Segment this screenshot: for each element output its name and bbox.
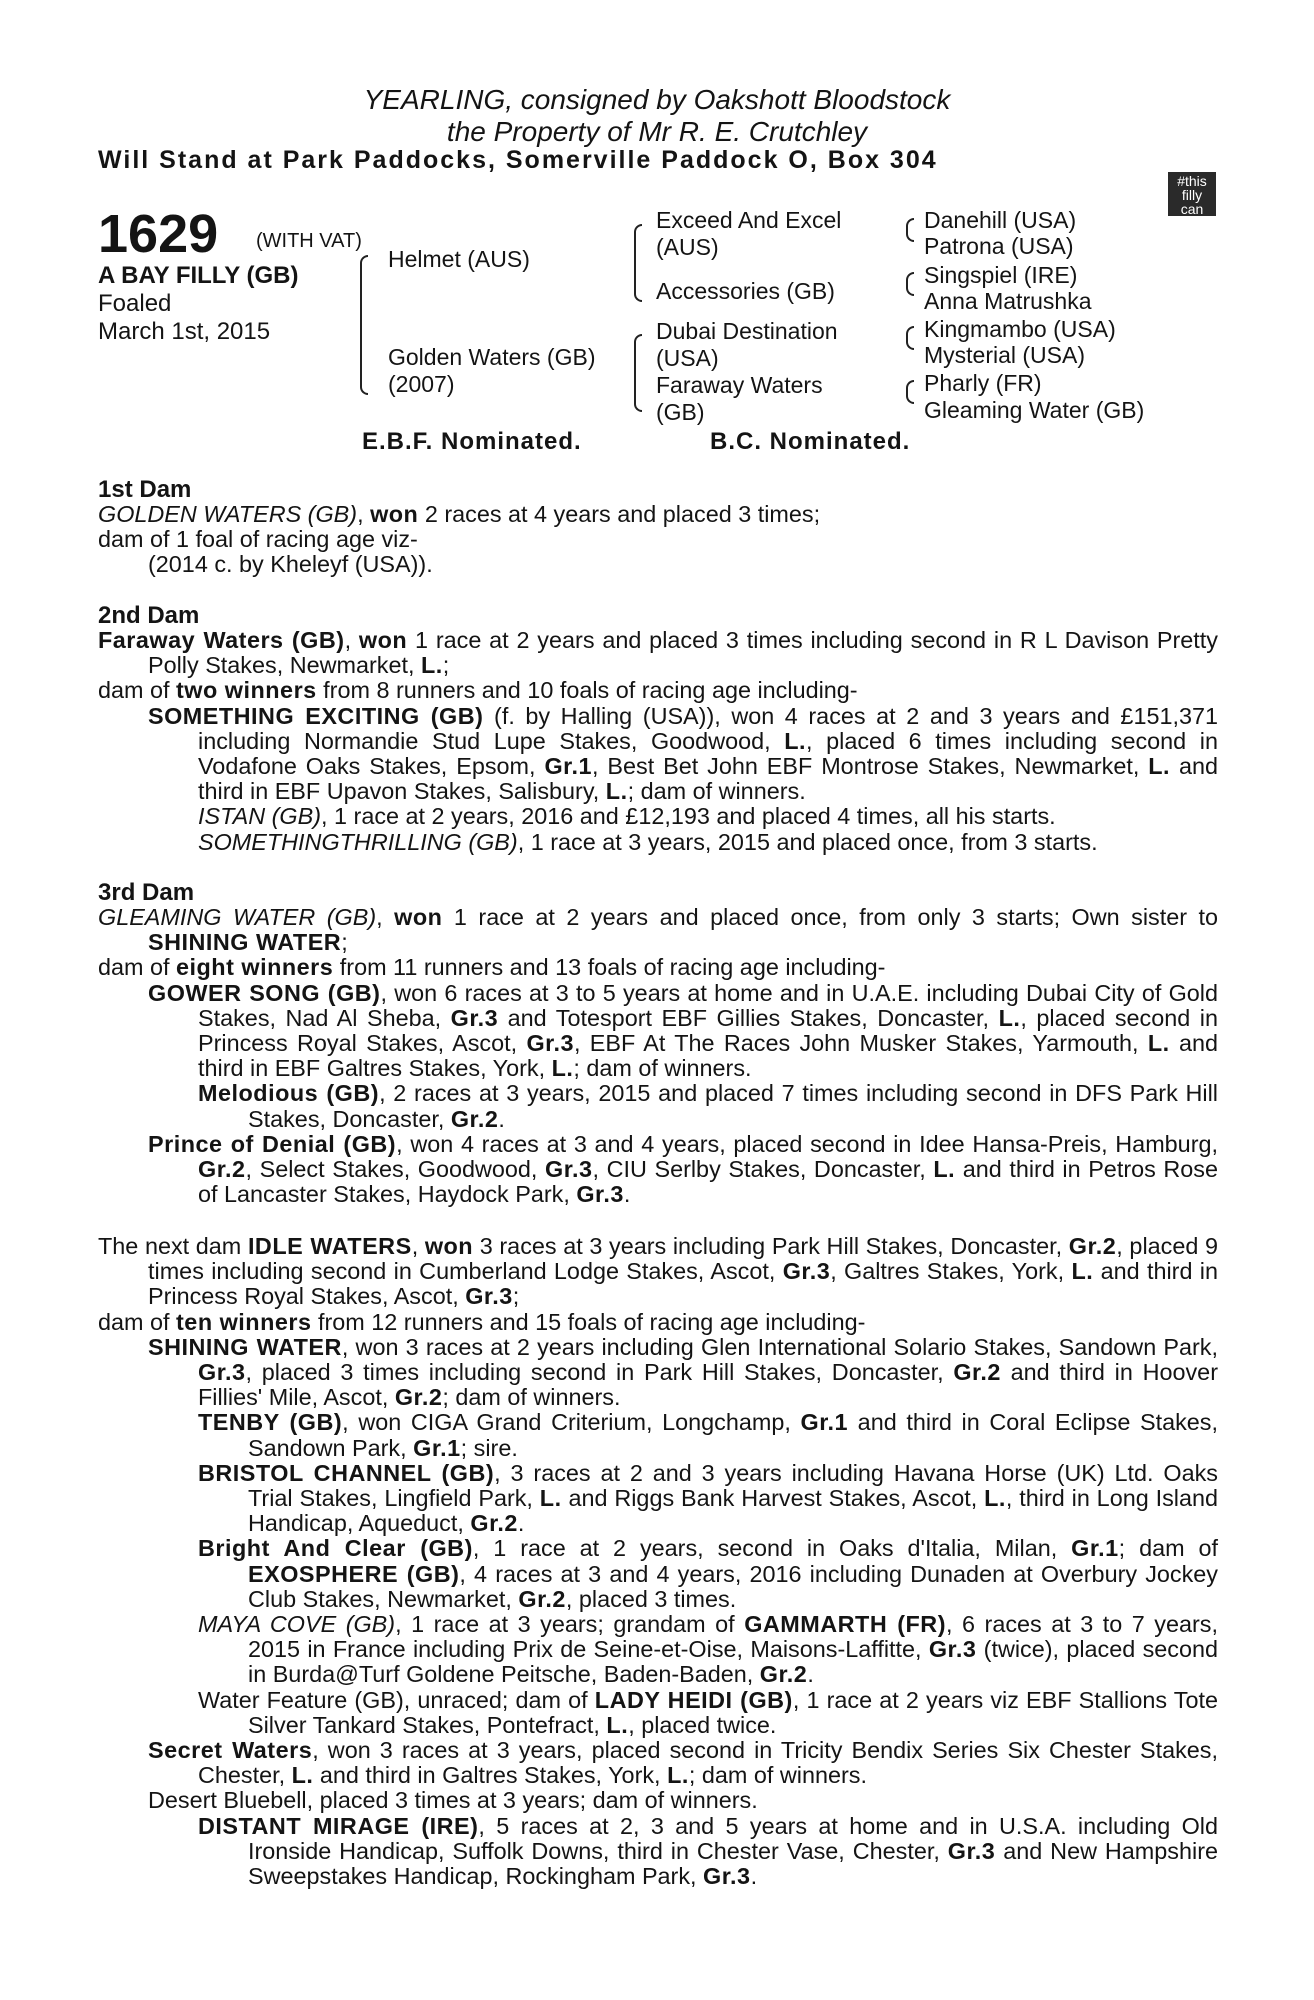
pedigree-bracket-6 — [906, 326, 914, 350]
logo-text-3: can — [1180, 201, 1204, 217]
progeny-prince-of-denial: Prince of Denial (GB), won 4 races at 3 and 4 years, placed second in Idee Hansa-Preis, Hamburg, Gr.2, Select Stakes, Goodwood, Gr.3, CIU Serlby Stakes, Doncaster, L. and third in Petros Rose of Lancaster Stakes, Haydock Park, Gr.3. — [148, 1130, 1218, 1208]
foaled-label: Foaled — [98, 290, 172, 317]
pedigree-bracket-7 — [906, 380, 914, 404]
second-dam-section — [98, 603, 1218, 855]
dam-b: (2007) — [388, 371, 455, 397]
lot-name: A BAY FILLY (GB) — [98, 262, 299, 289]
second-dam-heading: 2nd Dam — [98, 602, 200, 629]
first-dam-line-1: GOLDEN WATERS (GB), won 2 races at 4 years and placed 3 times; — [98, 501, 821, 527]
pedigree-bracket-3 — [634, 334, 642, 412]
first-dam-section — [98, 477, 1218, 578]
progeny-bristol-channel: BRISTOL CHANNEL (GB), 3 races at 2 and 3 years including Havana Horse (UK) Ltd. Oaks Trial Stakes, Lingfield Park, L. and Riggs Bank Harvest Stakes, Ascot, L., third in Long Island Handicap, Aqueduct, Gr.2. — [198, 1459, 1219, 1537]
second-dam-record: Faraway Waters (GB), won 1 race at 2 years and placed 3 times including second in R L Davison Pretty Polly Stakes, Newmarket, L.; — [98, 627, 1218, 679]
progeny-desert-bluebell: Desert Bluebell, placed 3 times at 3 years; dam of winners. — [148, 1787, 758, 1814]
third-dam-produce: dam of eight winners from 11 runners and 13 foals of racing age including- — [98, 954, 886, 981]
third-dam-heading: 3rd Dam — [98, 879, 195, 906]
this-filly-can-logo — [1168, 172, 1216, 216]
second-dam-produce: dam of two winners from 8 runners and 10 foals of racing age including- — [98, 677, 858, 704]
progeny-shining-water: SHINING WATER, won 3 races at 2 years including Glen International Solario Stakes, Sandown Park, Gr.3, placed 3 times including second in Park Hill Stakes, Doncaster, Gr.2 and third in Hoover Fillies' Mile, Ascot, Gr.2; dam of winners. — [148, 1333, 1218, 1411]
dam-dam-a: Faraway Waters — [656, 372, 823, 398]
third-dam-record: GLEAMING WATER (GB), won 1 race at 2 years and placed once, from only 3 starts; Own sister to SHINING WATER; — [98, 904, 1219, 956]
vat-label: (WITH VAT) — [256, 230, 362, 252]
dam-a: Golden Waters (GB) — [388, 344, 596, 370]
granddam-2: Patrona (USA) — [924, 233, 1074, 259]
bc-nominated: B.C. Nominated. — [710, 428, 911, 455]
progeny-maya-cove: MAYA COVE (GB), 1 race at 3 years; grandam of GAMMARTH (FR), 6 races at 3 to 7 years, 2015 in France including Prix de Seine-et-Oise, Maisons-Laffitte, Gr.3 (twice), placed second in Burda@Turf Goldene Peitsche, Baden-Baden, Gr.2. — [198, 1611, 1219, 1688]
location-line: Will Stand at Park Paddocks, Somerville Paddock O, Box 304 — [98, 146, 938, 174]
consignor-line: YEARLING, consigned by Oakshott Bloodstock — [363, 84, 951, 115]
next-dam-record: The next dam IDLE WATERS, won 3 races at 3 years including Park Hill Stakes, Doncaster, Gr.2, placed 9 times including second in Cumberland Lodge Stakes, Ascot, Gr.3, Galtres Stakes, York, L. and third in Princess Royal Stakes, Ascot, Gr.3; — [98, 1233, 1219, 1310]
granddam-6: Mysterial (USA) — [924, 342, 1086, 368]
progeny-gower-song: GOWER SONG (GB), won 6 races at 3 to 5 years at home and in U.A.E. including Dubai City of Gold Stakes, Nad Al Sheba, Gr.3 and Totesport EBF Gillies Stakes, Doncaster, L., placed second in Princess Royal Stakes, Ascot, Gr.3, EBF At The Races John Musker Stakes, Yarmouth, L. and third in EBF Galtres Stakes, York, L.; dam of winners. — [148, 979, 1218, 1082]
progeny-distant-mirage: DISTANT MIRAGE (IRE), 5 races at 2, 3 and 5 years at home and in U.S.A. including Old Ironside Handicap, Suffolk Downs, third in Chester Vase, Chester, Gr.3 and New Hampshire Sweepstakes Handicap, Rockingham Park, Gr.3. — [198, 1812, 1218, 1890]
sire-dam: Accessories (GB) — [656, 278, 835, 304]
logo-text-1: #this — [1177, 173, 1207, 189]
sire-sire-a: Exceed And Excel — [656, 207, 842, 233]
pedigree-bracket-1 — [360, 255, 368, 395]
sire-sire-b: (AUS) — [656, 234, 719, 260]
granddam-1: Danehill (USA) — [924, 207, 1077, 233]
granddam-7: Pharly (FR) — [924, 370, 1042, 396]
pedigree-bracket-4 — [906, 218, 914, 242]
owner-line: the Property of Mr R. E. Crutchley — [446, 116, 868, 147]
progeny-istan: ISTAN (GB), 1 race at 2 years, 2016 and £12,193 and placed 4 times, all his starts. — [198, 803, 1056, 830]
progeny-bright-and-clear: Bright And Clear (GB), 1 race at 2 years, second in Oaks d'Italia, Milan, Gr.1; dam of EXOSPHERE (GB), 4 races at 3 and 4 years, 2016 including Dunaden at Overbury Jockey Club Stakes, Newmarket, Gr.2, placed 3 times. — [198, 1535, 1219, 1612]
granddam-4: Anna Matrushka — [924, 288, 1092, 314]
progeny-secret-waters: Secret Waters, won 3 races at 3 years, placed second in Tricity Bendix Series Six Chester Stakes, Chester, L. and third in Galtres Stakes, York, L.; dam of winners. — [148, 1737, 1219, 1789]
progeny-something-exciting: SOMETHING EXCITING (GB) (f. by Halling (USA)), won 4 races at 2 and 3 years and £151,371 including Normandie Stud Lupe Stakes, Goodwood, L., placed 6 times including second in Vodafone Oaks Stakes, Epsom, Gr.1, Best Bet John EBF Montrose Stakes, Newmarket, L. and third in EBF Upavon Stakes, Salisbury, L.; dam of winners. — [148, 702, 1218, 805]
third-dam-section — [98, 880, 1218, 1207]
dam-dam-b: (GB) — [656, 399, 705, 425]
progeny-melodious: Melodious (GB), 2 races at 3 years, 2015 and placed 7 times including second in DFS Park Hill Stakes, Doncaster, Gr.2. — [198, 1080, 1218, 1132]
next-dam-section — [98, 1234, 1218, 1889]
progeny-somethingthrilling: SOMETHINGTHRILLING (GB), 1 race at 3 years, 2015 and placed once, from 3 starts. — [198, 828, 1098, 855]
first-dam-line-2: dam of 1 foal of racing age viz- — [98, 526, 418, 553]
progeny-water-feature: Water Feature (GB), unraced; dam of LADY HEIDI (GB), 1 race at 2 years viz EBF Stallions Tote Silver Tankard Stakes, Pontefract, L., placed twice. — [198, 1686, 1218, 1738]
first-dam-heading: 1st Dam — [98, 476, 192, 503]
lot-number: 1629 — [98, 204, 219, 264]
dam-sire-a: Dubai Destination — [656, 318, 838, 344]
foaled-date: March 1st, 2015 — [98, 318, 271, 345]
pedigree-bracket-5 — [906, 272, 914, 296]
granddam-5: Kingmambo (USA) — [924, 316, 1116, 342]
ebf-nominated: E.B.F. Nominated. — [362, 428, 582, 455]
dam-sire-b: (USA) — [656, 345, 719, 371]
sire: Helmet (AUS) — [388, 246, 530, 272]
granddam-3: Singspiel (IRE) — [924, 262, 1078, 288]
pedigree-bracket-2 — [634, 224, 642, 302]
logo-text-2: filly — [1181, 187, 1203, 203]
next-dam-produce: dam of ten winners from 12 runners and 15 foals of racing age including- — [98, 1308, 866, 1335]
granddam-8: Gleaming Water (GB) — [924, 397, 1145, 423]
first-dam-line-3: (2014 c. by Kheleyf (USA)). — [148, 551, 433, 578]
progeny-tenby: TENBY (GB), won CIGA Grand Criterium, Longchamp, Gr.1 and third in Coral Eclipse Stakes, Sandown Park, Gr.1; sire. — [198, 1409, 1218, 1461]
